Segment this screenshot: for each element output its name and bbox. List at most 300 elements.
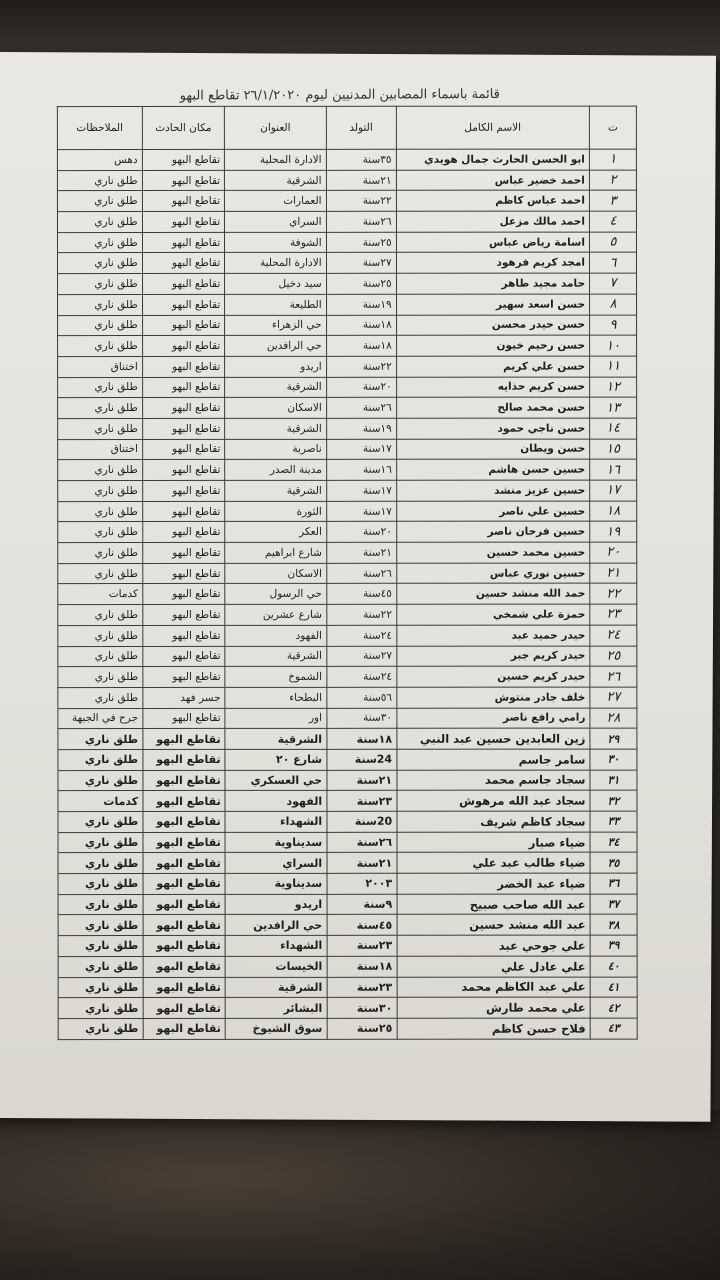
cell-num: ٣١ xyxy=(590,770,637,791)
cell-birth: ٣٠سنة xyxy=(327,997,397,1018)
cell-place: تقاطع البهو xyxy=(143,894,226,915)
cell-num: ١٢ xyxy=(590,377,637,398)
cell-place: تقاطع البهو xyxy=(143,625,226,646)
cell-address: حي العسكري xyxy=(225,770,326,791)
cell-place: تقاطع البهو xyxy=(143,832,226,853)
cell-num: ٢٤ xyxy=(590,625,637,646)
cell-place: تقاطع البهو xyxy=(142,377,225,398)
cell-name: حامد مجيد طاهر xyxy=(396,273,589,294)
cell-place: تقاطع البهو xyxy=(142,253,225,274)
cell-address: سديناوية xyxy=(225,873,326,894)
cell-birth: ٢٣سنة xyxy=(327,935,397,956)
cell-num: ١١ xyxy=(590,356,637,377)
cell-name: حسن ناجي حمود xyxy=(396,418,589,439)
cell-birth: ٢١سنة xyxy=(327,853,397,874)
cell-num: ٢٠ xyxy=(590,542,637,563)
cell-notes: طلق ناري xyxy=(58,894,143,915)
cell-address: البشائر xyxy=(225,998,326,1019)
cell-birth: ١٩سنة xyxy=(326,418,396,439)
cell-notes: طلق ناري xyxy=(58,481,143,502)
cell-notes: طلق ناري xyxy=(58,812,143,833)
cell-name: حيدر حميد عبد xyxy=(396,625,589,646)
cell-birth: ٢٧سنة xyxy=(326,646,396,667)
cell-num: ١٥ xyxy=(590,439,637,460)
cell-name: زين العابدين حسين عبد النبي xyxy=(397,728,590,749)
cell-notes: طلق ناري xyxy=(58,274,143,295)
cell-place: تقاطع البهو xyxy=(143,811,226,832)
table-row xyxy=(58,873,637,894)
cell-place: تقاطع البهو xyxy=(142,522,225,543)
cell-notes: طلق ناري xyxy=(58,501,143,522)
cell-address: الفهود xyxy=(225,791,326,812)
cell-notes: طلق ناري xyxy=(58,398,143,419)
cell-birth: ٢٤سنة xyxy=(326,666,396,687)
cell-address: الثورة xyxy=(225,501,326,522)
cell-birth: ١٧سنة xyxy=(326,480,396,501)
cell-name: اسامة رياض عباس xyxy=(396,232,589,253)
cell-birth: ٣٠سنة xyxy=(327,708,397,729)
table-row xyxy=(57,253,636,274)
header-place: مكان الحادث xyxy=(142,106,225,149)
cell-name: سجاد جاسم محمد xyxy=(397,770,590,791)
cell-birth: ٤٥سنة xyxy=(327,915,397,936)
cell-name: حسين محمد حسين xyxy=(396,542,589,563)
cell-name: حسن اسعد سهير xyxy=(396,294,589,315)
cell-address: الشهداء xyxy=(225,935,326,956)
cell-place: تقاطع البهو xyxy=(143,749,226,770)
table-row xyxy=(58,377,637,398)
cell-name: سامر جاسم xyxy=(397,749,590,770)
cell-num: ٢٩ xyxy=(590,728,637,749)
table-row xyxy=(58,956,637,977)
cell-num: ١٠ xyxy=(590,335,637,356)
cell-name: حيدر كريم جبر xyxy=(396,646,589,667)
cell-name: امجد كريم فرهود xyxy=(396,253,589,274)
cell-address: الاسكان xyxy=(225,563,326,584)
header-num: ت xyxy=(589,106,636,149)
cell-num: ٢٦ xyxy=(590,666,637,687)
cell-num: ٣٨ xyxy=(590,915,637,936)
cell-num: ٥ xyxy=(589,232,636,253)
cell-address: الطليعة xyxy=(225,294,326,315)
cell-num: ٨ xyxy=(590,294,637,315)
cell-place: تقاطع البهو xyxy=(142,232,225,253)
table-body xyxy=(57,149,637,1039)
cell-birth: ٢٢سنة xyxy=(326,604,396,625)
cell-address: الشرقية xyxy=(225,170,326,191)
cell-name: علي عادل علي xyxy=(397,956,590,977)
cell-place: تقاطع البهو xyxy=(143,936,226,957)
cell-birth: ٢٦سنة xyxy=(326,563,396,584)
cell-notes: طلق ناري xyxy=(58,605,143,626)
cell-num: ١٧ xyxy=(590,480,637,501)
document-title: قائمة باسماء المصابين المدنيين ليوم ٢٦/١/٢٠٢٠ تقاطع البهو xyxy=(179,86,500,104)
cell-address: الشوفة xyxy=(225,232,326,253)
cell-birth: 24سنة xyxy=(327,749,397,770)
cell-place: تقاطع البهو xyxy=(142,439,225,460)
table-row xyxy=(58,335,637,356)
table-row xyxy=(58,832,637,853)
cell-address: الشهداء xyxy=(225,811,326,832)
cell-notes: طلق ناري xyxy=(58,977,143,998)
cell-address: الخيسات xyxy=(225,956,326,977)
cell-name: حمد الله منشد حسين xyxy=(396,584,589,605)
cell-address: الشرقية xyxy=(225,480,326,501)
table-row xyxy=(58,687,637,708)
cell-place: تقاطع البهو xyxy=(142,191,225,212)
cell-birth: ١٩سنة xyxy=(326,294,396,315)
cell-notes: طلق ناري xyxy=(58,625,143,646)
cell-address: سيد دخيل xyxy=(225,273,326,294)
table-row xyxy=(58,356,637,377)
cell-address: شارع ٢٠ xyxy=(225,749,326,770)
header-birth: التولد xyxy=(326,106,396,149)
table-row xyxy=(58,459,637,480)
table-header-row xyxy=(57,106,636,150)
cell-place: تقاطع البهو xyxy=(142,501,225,522)
cell-place: تقاطع البهو xyxy=(142,315,225,336)
cell-name: حسن كريم حذايه xyxy=(396,377,589,398)
cell-birth: ١٦سنة xyxy=(326,460,396,481)
cell-address: اريدو xyxy=(225,356,326,377)
cell-place: تقاطع البهو xyxy=(143,1018,226,1039)
cell-place: تقاطع البهو xyxy=(143,956,226,977)
cell-place: تقاطع البهو xyxy=(142,170,225,191)
cell-address: سوق الشيوخ xyxy=(225,1018,326,1039)
cell-birth: ٢٠٠٣ xyxy=(327,873,397,894)
cell-birth: ٢٦سنة xyxy=(326,211,396,232)
cell-place: تقاطع البهو xyxy=(143,708,226,729)
cell-notes: طلق ناري xyxy=(58,915,143,936)
cell-place: تقاطع البهو xyxy=(143,646,226,667)
cell-num: ٢٨ xyxy=(590,708,637,729)
table-row xyxy=(58,728,637,749)
table-row xyxy=(57,170,636,191)
cell-place: تقاطع البهو xyxy=(142,605,225,626)
cell-address: الشرقية xyxy=(225,646,326,667)
cell-place: تقاطع البهو xyxy=(143,977,226,998)
cell-place: تقاطع البهو xyxy=(142,460,225,481)
cell-name: رامي رافع ناصر xyxy=(397,708,590,729)
cell-num: ٣٦ xyxy=(590,873,637,894)
cell-name: حسين نوري عباس xyxy=(396,563,589,584)
header-address: العنوان xyxy=(225,106,326,149)
cell-notes: اختناق xyxy=(58,356,143,377)
cell-birth: ٢٢سنة xyxy=(326,356,396,377)
cell-birth: ٢٠سنة xyxy=(326,377,396,398)
table-row xyxy=(58,542,637,563)
table-row xyxy=(58,294,637,315)
cell-address: شارع ابراهيم xyxy=(225,542,326,563)
cell-place: تقاطع البهو xyxy=(143,853,226,874)
cell-notes: طلق ناري xyxy=(58,667,143,688)
table-row xyxy=(58,935,637,956)
cell-address: حي الرافدين xyxy=(225,336,326,357)
cell-name: عبد الله منشد حسين xyxy=(397,915,590,936)
cell-place: تقاطع البهو xyxy=(143,915,226,936)
cell-birth: ٢٢سنة xyxy=(326,191,396,212)
table-row xyxy=(58,397,637,418)
cell-birth: ١٨سنة xyxy=(327,729,397,750)
cell-address: الشرقية xyxy=(225,729,326,750)
cell-place: تقاطع البهو xyxy=(142,563,225,584)
cell-notes: طلق ناري xyxy=(57,212,142,233)
cell-notes: طلق ناري xyxy=(58,646,143,667)
cell-num: ٤٢ xyxy=(590,997,637,1018)
cell-birth: ٤٥سنة xyxy=(326,584,396,605)
cell-birth: ١٨سنة xyxy=(326,335,396,356)
cell-birth: ٢٥سنة xyxy=(327,1018,397,1039)
cell-notes: دهس xyxy=(57,150,142,171)
cell-num: ٧ xyxy=(590,273,637,294)
cell-birth: ٣٥سنة xyxy=(326,149,396,170)
table-row xyxy=(58,480,637,501)
table-row xyxy=(58,584,637,605)
cell-num: ٣ xyxy=(589,190,636,211)
cell-birth: ٢١سنة xyxy=(327,770,397,791)
cell-notes: طلق ناري xyxy=(58,936,143,957)
cell-name: علي محمد طارش xyxy=(397,997,590,1018)
cell-notes: طلق ناري xyxy=(58,853,143,874)
background-floor xyxy=(0,1110,720,1280)
cell-notes: طلق ناري xyxy=(58,687,143,708)
cell-address: مدينة الصدر xyxy=(225,460,326,481)
casualty-table xyxy=(57,106,638,1040)
cell-address: السراي xyxy=(225,853,326,874)
cell-birth: ٢٥سنة xyxy=(326,232,396,253)
cell-address: اريدو xyxy=(225,894,326,915)
cell-birth: ٥٦سنة xyxy=(327,687,397,708)
cell-place: تقاطع البهو xyxy=(142,211,225,232)
cell-place: تقاطع البهو xyxy=(142,398,225,419)
table-row xyxy=(57,149,636,170)
table-row xyxy=(58,604,637,625)
cell-place: تقاطع البهو xyxy=(143,667,226,688)
cell-notes: طلق ناري xyxy=(58,315,143,336)
cell-place: تقاطع البهو xyxy=(143,998,226,1019)
cell-birth: ٢٤سنة xyxy=(326,625,396,646)
cell-name: ضياء صبار xyxy=(397,832,590,853)
cell-name: سجاد كاظم شريف xyxy=(397,811,590,832)
cell-birth: ٢١سنة xyxy=(326,170,396,191)
cell-num: ١٩ xyxy=(590,521,637,542)
cell-address: سديناوية xyxy=(225,832,326,853)
table-row xyxy=(57,232,636,253)
cell-num: ٣٤ xyxy=(590,832,637,853)
cell-name: حيدر كريم حسين xyxy=(397,666,590,687)
cell-num: ١٣ xyxy=(590,397,637,418)
cell-notes: طلق ناري xyxy=(58,874,143,895)
cell-place: جسر فهد xyxy=(143,687,226,708)
cell-birth: ٢٣سنة xyxy=(327,791,397,812)
table-row xyxy=(58,997,637,1018)
cell-num: ٣٧ xyxy=(590,894,637,915)
table-row xyxy=(58,273,637,294)
cell-num: ٩ xyxy=(590,315,637,336)
cell-address: ناصرية xyxy=(225,439,326,460)
cell-num: ٣٠ xyxy=(590,749,637,770)
table-row xyxy=(57,211,636,232)
cell-name: علي عبد الكاظم محمد xyxy=(397,977,590,998)
cell-birth: ٢٥سنة xyxy=(326,273,396,294)
cell-address: الشرقية xyxy=(225,977,326,998)
cell-notes: كدمات xyxy=(58,584,143,605)
cell-notes: كدمات xyxy=(58,791,143,812)
cell-name: حسن علي كريم xyxy=(396,356,589,377)
cell-notes: طلق ناري xyxy=(57,170,142,191)
cell-name: خلف جادر منتوش xyxy=(397,687,590,708)
cell-place: تقاطع البهو xyxy=(142,336,225,357)
cell-address: الادارة المحلية xyxy=(225,253,326,274)
cell-notes: طلق ناري xyxy=(58,336,143,357)
cell-place: تقاطع البهو xyxy=(143,873,226,894)
cell-name: حمزة علي شمخي xyxy=(396,604,589,625)
cell-num: ٢٢ xyxy=(590,584,637,605)
cell-place: تقاطع البهو xyxy=(142,294,225,315)
cell-name: ضياء طالب عبد علي xyxy=(397,852,590,873)
header-notes: الملاحظات xyxy=(57,107,142,150)
cell-notes: طلق ناري xyxy=(58,998,143,1019)
cell-birth: ١٨سنة xyxy=(326,315,396,336)
cell-birth: ١٨سنة xyxy=(327,956,397,977)
cell-notes: طلق ناري xyxy=(58,749,143,770)
cell-num: ٣٢ xyxy=(590,790,637,811)
cell-birth: ٩سنة xyxy=(327,894,397,915)
cell-address: حي الرسول xyxy=(225,584,326,605)
cell-name: حسين فرحان ناصر xyxy=(396,521,589,542)
cell-name: عبد الله صاحب صبيح xyxy=(397,894,590,915)
table-row xyxy=(58,501,637,522)
cell-notes: طلق ناري xyxy=(58,543,143,564)
cell-notes: اختناق xyxy=(58,439,143,460)
cell-name: فلاح حسن كاظم xyxy=(397,1018,590,1039)
table-row xyxy=(58,915,637,936)
table-row xyxy=(58,708,637,729)
cell-address: حي الرافدين xyxy=(225,915,326,936)
cell-place: تقاطع البهو xyxy=(142,480,225,501)
cell-birth: ٢٦سنة xyxy=(326,398,396,419)
cell-name: حسين علي ناصر xyxy=(396,501,589,522)
cell-place: تقاطع البهو xyxy=(142,542,225,563)
cell-name: حسن رحيم خيون xyxy=(396,335,589,356)
cell-notes: طلق ناري xyxy=(58,956,143,977)
document-sheet xyxy=(0,52,716,1122)
table-row xyxy=(58,625,637,646)
table-row xyxy=(58,852,637,873)
cell-notes: طلق ناري xyxy=(58,1018,143,1039)
cell-name: ضياء عبد الخضر xyxy=(397,873,590,894)
table-row xyxy=(57,190,636,211)
cell-notes: جرح في الجبهة xyxy=(58,708,143,729)
cell-notes: طلق ناري xyxy=(58,832,143,853)
cell-name: حسن حيدر محسن xyxy=(396,315,589,336)
cell-num: ٣٩ xyxy=(590,935,637,956)
cell-num: ٦ xyxy=(589,253,636,274)
cell-notes: طلق ناري xyxy=(58,418,143,439)
table-row xyxy=(58,666,637,687)
cell-notes: طلق ناري xyxy=(58,729,143,750)
table-row xyxy=(58,1018,637,1039)
cell-name: سجاد عبد الله مرهوش xyxy=(397,790,590,811)
cell-birth: ١٧سنة xyxy=(326,439,396,460)
cell-address: السراي xyxy=(225,211,326,232)
cell-name: ابو الحسن الحارث جمال هويدي xyxy=(396,149,589,170)
cell-num: ٢ xyxy=(589,170,636,191)
background-top xyxy=(0,0,720,60)
cell-address: شارع عشرين xyxy=(225,604,326,625)
table-row xyxy=(58,439,637,460)
cell-notes: طلق ناري xyxy=(58,377,143,398)
cell-name: حسن محمد صالح xyxy=(396,397,589,418)
table-row xyxy=(58,749,637,770)
table-row xyxy=(58,315,637,336)
table-row xyxy=(58,977,637,998)
table-row xyxy=(58,790,637,811)
cell-notes: طلق ناري xyxy=(58,460,143,481)
cell-num: ٤٣ xyxy=(590,1018,637,1039)
cell-num: ٤ xyxy=(589,211,636,232)
cell-birth: 20سنة xyxy=(327,811,397,832)
cell-birth: ١٧سنة xyxy=(326,501,396,522)
cell-notes: طلق ناري xyxy=(58,563,143,584)
table-row xyxy=(58,646,637,667)
cell-name: احمد مالك مزعل xyxy=(396,211,589,232)
cell-birth: ٢٧سنة xyxy=(326,253,396,274)
cell-place: تقاطع البهو xyxy=(142,274,225,295)
table-row xyxy=(58,521,637,542)
cell-name: احمد عباس كاظم xyxy=(396,190,589,211)
cell-birth: ٢٠سنة xyxy=(326,522,396,543)
table-row xyxy=(58,770,637,791)
cell-num: ٢٧ xyxy=(590,687,637,708)
cell-name: حسين عزيز منشد xyxy=(396,480,589,501)
cell-address: حي الزهراء xyxy=(225,315,326,336)
cell-place: تقاطع البهو xyxy=(142,356,225,377)
table-row xyxy=(58,418,637,439)
cell-notes: طلق ناري xyxy=(58,522,143,543)
cell-place: تقاطع البهو xyxy=(142,418,225,439)
cell-address: البطحاء xyxy=(225,687,326,708)
cell-address: الاسكان xyxy=(225,398,326,419)
cell-num: ٢٣ xyxy=(590,604,637,625)
cell-num: ١ xyxy=(589,149,636,170)
cell-address: العكر xyxy=(225,522,326,543)
cell-name: علي جوحي عبد xyxy=(397,935,590,956)
table-row xyxy=(58,894,637,915)
cell-num: ٤١ xyxy=(590,977,637,998)
cell-num: ٢١ xyxy=(590,563,637,584)
cell-name: حسين حسن هاشم xyxy=(396,459,589,480)
cell-num: ١٦ xyxy=(590,459,637,480)
cell-address: الشرقية xyxy=(225,377,326,398)
cell-place: تقاطع البهو xyxy=(143,791,226,812)
cell-place: تقاطع البهو xyxy=(143,770,226,791)
cell-address: الشرقية xyxy=(225,418,326,439)
cell-num: ٤٠ xyxy=(590,956,637,977)
cell-num: ٢٥ xyxy=(590,646,637,667)
cell-address: الادارة المحلية xyxy=(225,149,326,170)
cell-birth: ٢٣سنة xyxy=(327,977,397,998)
cell-num: ٣٥ xyxy=(590,852,637,873)
cell-name: احمد خضير عباس xyxy=(396,170,589,191)
cell-num: ١٨ xyxy=(590,501,637,522)
cell-birth: ٢١سنة xyxy=(326,542,396,563)
table-row xyxy=(58,811,637,832)
cell-place: تقاطع البهو xyxy=(142,149,225,170)
cell-place: تقاطع البهو xyxy=(142,584,225,605)
cell-notes: طلق ناري xyxy=(57,253,142,274)
header-name: الاسم الكامل xyxy=(396,106,589,149)
